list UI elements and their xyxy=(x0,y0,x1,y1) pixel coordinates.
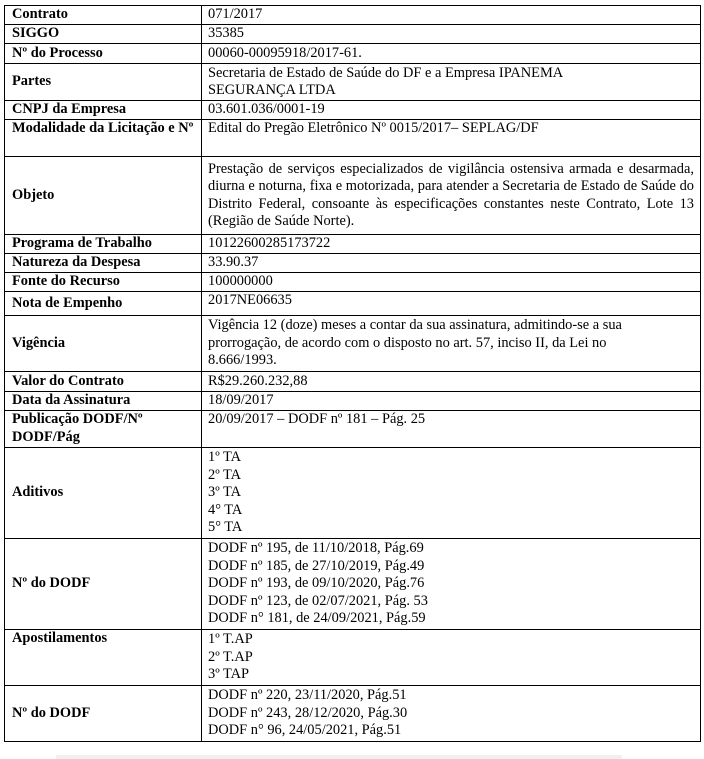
value-modalidade xyxy=(202,120,701,157)
value-line: DODF n° 96, 24/05/2021, Pág.51 xyxy=(208,722,402,739)
value-line: 2º TA xyxy=(208,466,242,483)
value-line: 2017NE06635 xyxy=(208,292,292,308)
value-cnpj xyxy=(202,101,701,120)
row-siggo xyxy=(5,25,701,44)
row-empenho xyxy=(5,292,701,316)
label-objeto: Objeto xyxy=(5,157,202,235)
value-line: 10122600285173722 xyxy=(208,235,331,252)
value-line: 00060-00095918/2017-61. xyxy=(208,44,362,61)
value-natureza xyxy=(202,254,701,273)
label-vigencia: Vigência xyxy=(5,316,202,372)
value-line: 1º T.AP xyxy=(208,631,253,648)
value-line: DODF nº 220, 23/11/2020, Pág.51 xyxy=(208,687,407,704)
value-line: 03.601.036/0001-19 xyxy=(208,101,325,118)
value-valor xyxy=(202,372,701,392)
label-fonte: Fonte do Recurso xyxy=(5,273,202,292)
value-line: 4° TA xyxy=(208,501,243,518)
label-cnpj: CNPJ da Empresa xyxy=(5,101,202,120)
value-partes xyxy=(202,64,701,101)
value-line: R$29.260.232,88 xyxy=(208,372,308,389)
label-publicacao: Publicação DODF/Nº DODF/Pág xyxy=(5,411,202,448)
label-aditivos: Aditivos xyxy=(5,448,202,539)
value-line: 20/09/2017 – DODF nº 181 – Pág. 25 xyxy=(208,411,426,427)
value-empenho xyxy=(202,292,701,316)
value-fonte xyxy=(202,273,701,292)
contract-summary-sheet xyxy=(4,5,701,742)
row-contrato xyxy=(5,6,701,25)
page-bottom-strip xyxy=(56,755,622,759)
row-dodf-aditivos xyxy=(5,539,701,630)
value-line: DODF nº 123, de 02/07/2021, Pág. 53 xyxy=(208,592,428,609)
value-line: SEGURANÇA LTDA xyxy=(208,82,336,98)
row-valor xyxy=(5,372,701,392)
value-programa xyxy=(202,235,701,254)
contract-details-table xyxy=(4,5,701,742)
value-dodf-apostilamentos xyxy=(202,686,701,742)
value-line: 2º T.AP xyxy=(208,648,253,665)
label-dodf-apostilamentos: Nº do DODF xyxy=(5,686,202,742)
row-dodf-apostilamentos xyxy=(5,686,701,742)
label-natureza: Natureza da Despesa xyxy=(5,254,202,273)
value-line: Edital do Pregão Eletrônico Nº 0015/2017– SEPLAG/DF xyxy=(208,120,539,136)
value-line: prorrogação, de acordo com o disposto no art. 57, inciso II, da Lei no xyxy=(208,334,607,351)
label-apostilamentos: Apostilamentos xyxy=(5,630,202,686)
value-line: DODF nº 243, 28/12/2020, Pág.30 xyxy=(208,704,408,721)
value-processo xyxy=(202,44,701,64)
row-modalidade xyxy=(5,120,701,157)
value-line: 3º TAP xyxy=(208,666,250,683)
value-publicacao xyxy=(202,411,701,448)
value-line: 18/09/2017 xyxy=(208,392,274,409)
label-dodf-aditivos: Nº do DODF xyxy=(5,539,202,630)
value-line: DODF n° 181, de 24/09/2021, Pág.59 xyxy=(208,610,426,627)
value-line: 3º TA xyxy=(208,484,242,501)
label-partes: Partes xyxy=(5,64,202,101)
value-line: 33.90.37 xyxy=(208,254,259,271)
row-fonte xyxy=(5,273,701,292)
value-objeto xyxy=(202,157,701,235)
value-line: 35385 xyxy=(208,25,244,42)
value-paragraph: Prestação de serviços especializados de vigilância ostensiva armada e desarmada, diurna e noturna, fixa e motorizada, para atender a Secretaria de Estado de Saúde do Distrito Federal, consoante às especificações constantes neste Contrato, Lote 13 (Região de Saúde Norte). xyxy=(208,160,694,229)
row-aditivos xyxy=(5,448,701,539)
label-programa: Programa de Trabalho xyxy=(5,235,202,254)
value-vigencia xyxy=(202,316,701,372)
row-partes xyxy=(5,64,701,101)
value-line: Secretaria de Estado de Saúde do DF e a Empresa IPANEMA xyxy=(208,64,564,81)
value-line: 8.666/1993. xyxy=(208,352,277,369)
label-contrato: Contrato xyxy=(5,6,202,25)
value-line: Vigência 12 (doze) meses a contar da sua assinatura, admitindo-se a sua xyxy=(208,317,622,334)
value-siggo xyxy=(202,25,701,44)
value-line: DODF nº 195, de 11/10/2018, Pág.69 xyxy=(208,540,424,557)
row-processo xyxy=(5,44,701,64)
value-line: 1º TA xyxy=(208,449,242,466)
row-assinatura xyxy=(5,392,701,411)
label-processo: Nº do Processo xyxy=(5,44,202,64)
value-dodf-aditivos xyxy=(202,539,701,630)
value-line: 5° TA xyxy=(208,519,243,536)
row-objeto xyxy=(5,157,701,235)
value-line: DODF nº 185, de 27/10/2019, Pág.49 xyxy=(208,557,425,574)
row-cnpj xyxy=(5,101,701,120)
value-line: DODF nº 193, de 09/10/2020, Pág.76 xyxy=(208,575,425,592)
value-aditivos xyxy=(202,448,701,539)
value-apostilamentos xyxy=(202,630,701,686)
label-assinatura: Data da Assinatura xyxy=(5,392,202,411)
label-valor: Valor do Contrato xyxy=(5,372,202,392)
row-apostilamentos xyxy=(5,630,701,686)
value-line: 071/2017 xyxy=(208,6,263,23)
row-vigencia xyxy=(5,316,701,372)
label-modalidade: Modalidade da Licitação e Nº xyxy=(5,120,202,157)
label-siggo: SIGGO xyxy=(5,25,202,44)
row-natureza xyxy=(5,254,701,273)
row-programa xyxy=(5,235,701,254)
value-line: 100000000 xyxy=(208,273,273,290)
row-publicacao xyxy=(5,411,701,448)
value-contrato xyxy=(202,6,701,25)
label-empenho: Nota de Empenho xyxy=(5,292,202,316)
value-assinatura xyxy=(202,392,701,411)
